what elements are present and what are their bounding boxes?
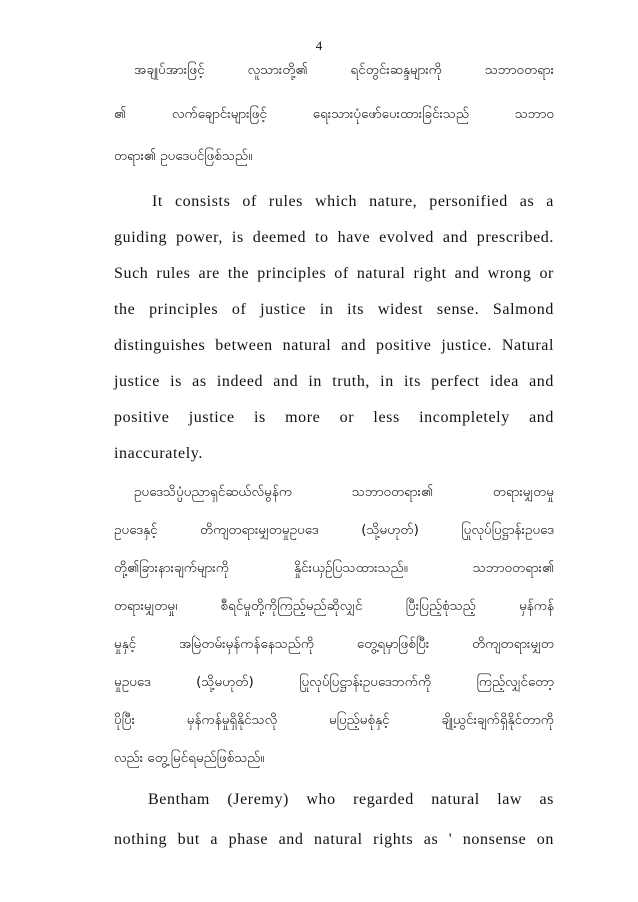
text-line: အချုပ်အားဖြင့် လူသားတို့၏ ရင်တွင်းဆန္ဒများကို သဘာဝတရား [134, 62, 554, 78]
text-line: ဥပဒေသိပ္ပံပညာရှင်ဆယ်လ်မွန်က သဘာဝတရား၏ တရားမျှတမှု [134, 484, 554, 500]
text-line: ပိုပြီး မှန်ကန်မှုရှိနိုင်သလို မပြည့်မစုံနှင့် ချို့ယွင်းချက်ရှိနိုင်တာကို [114, 712, 554, 728]
text-line: the principles of justice in its widest sense. Salmond [114, 301, 554, 318]
text-line: guiding power, is deemed to have evolved and prescribed. [114, 229, 554, 246]
text-line: တရား၏ ဥပဒေပင်ဖြစ်သည်။ [114, 148, 253, 164]
text-line: positive justice is more or less incompletely and [114, 409, 554, 426]
text-line: ဥပဒေနှင့် တိကျတရားမျှတမှုဥပဒေ (သို့မဟုတ်) ပြုလုပ်ပြဋ္ဌာန်းဥပဒေ [114, 522, 554, 538]
text-line: distinguishes between natural and positive justice. Natural [114, 337, 554, 354]
text-line: nothing but a phase and natural rights as ' nonsense on [114, 831, 554, 848]
text-line: မှုနှင့် အမြဲတမ်းမှန်ကန်နေသည်ကို တွေ့ရမှာဖြစ်ပြီး တိကျတရားမျှတ [114, 636, 554, 652]
text-line: Bentham (Jeremy) who regarded natural law as [148, 791, 554, 808]
text-line: တရားမျှတမှု၊ စီရင်မှုတို့ကိုကြည့်မည်ဆိုလျှင် ပြီးပြည့်စုံသည့် မှန်ကန် [114, 598, 554, 614]
text-line: inaccurately. [114, 445, 203, 462]
text-line: မှုဥပဒေ (သို့မဟုတ်) ပြုလုပ်ပြဋ္ဌာန်းဥပဒေဘက်ကို ကြည့်လျှင်တော့ [114, 674, 554, 690]
text-line: Such rules are the principles of natural right and wrong or [114, 265, 554, 282]
text-line: လည်း တွေ့မြင်ရမည်ဖြစ်သည်။ [114, 750, 265, 766]
text-line: ၏ လက်ချောင်းများဖြင့် ရေးသားပုံဖော်ပေးထားခြင်းသည် သဘာဝ [114, 106, 554, 122]
text-line: တို့၏ခြားနားချက်များကို နှိုင်းယှဉ်ပြသထားသည်။ သဘာဝတရား၏ [114, 560, 554, 576]
text-line: justice is as indeed and in truth, in its perfect idea and [114, 373, 554, 390]
page-number: 4 [315, 38, 323, 53]
text-line: It consists of rules which nature, personified as a [152, 193, 554, 210]
